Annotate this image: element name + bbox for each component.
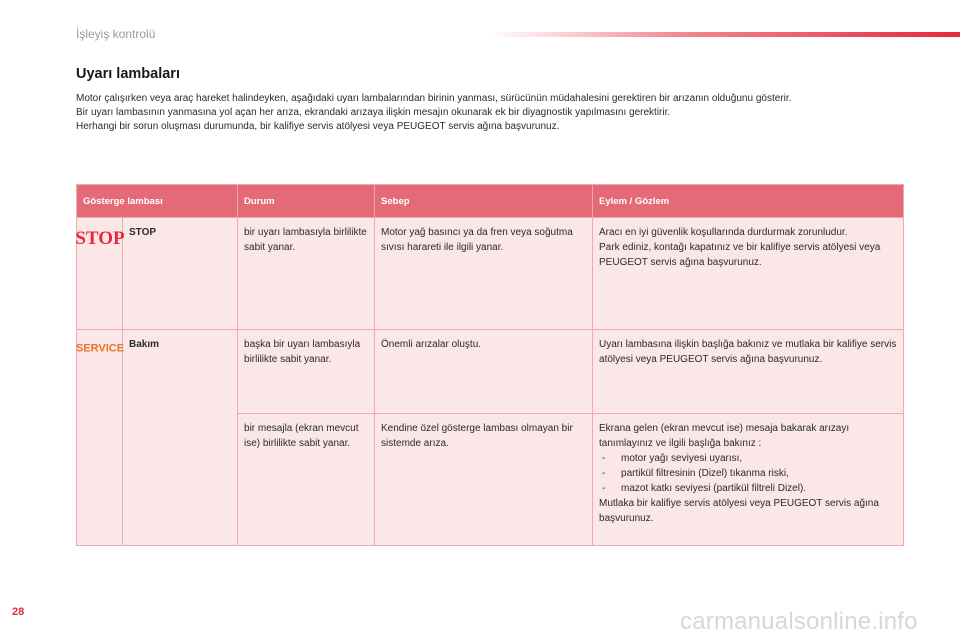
eylem-line: Park ediniz, kontağı kapatınız ve bir kalifiye servis atölyesi veya PEUGEOT servis ağına başvurunuz. xyxy=(599,242,881,268)
stop-warning-icon xyxy=(75,227,125,249)
service-warning-icon xyxy=(75,340,125,355)
durum-cell: bir uyarı lambasıyla birlilikte sabit yanar. xyxy=(238,218,375,330)
eylem-outro: Mutlaka bir kalifiye servis atölyesi veya PEUGEOT servis ağına başvurunuz. xyxy=(599,498,879,524)
warning-lamps-table xyxy=(76,184,904,546)
list-item: - mazot katkı seviyesi (partikül filtreli Dizel). xyxy=(599,481,897,496)
table-row xyxy=(77,330,904,414)
section-title: Uyarı lambaları xyxy=(76,66,180,82)
eylem-cell xyxy=(593,414,904,546)
lamp-name-stop: STOP xyxy=(123,218,238,330)
intro-paragraph: Bir uyarı lambasının yanmasına yol açan her arıza, ekrandaki arızaya ilişkin mesajın okunarak ek bir diyagnostik yapılmasını gerektirir. xyxy=(76,107,671,118)
stop-icon-cell xyxy=(77,218,123,330)
intro-paragraph: Herhangi bir sorun oluşması durumunda, bir kalifiye servis atölyesi veya PEUGEOT servis ağına başvurunuz. xyxy=(76,121,560,132)
durum-cell: bir mesajla (ekran mevcut ise) birlilikte sabit yanar. xyxy=(238,414,375,546)
watermark: carmanualsonline.info xyxy=(680,608,918,635)
table-header-row xyxy=(77,185,904,218)
header-durum: Durum xyxy=(238,185,375,218)
eylem-cell: Uyarı lambasına ilişkin başlığa bakınız ve mutlaka bir kalifiye servis atölyesi veya PEUGEOT servis ağına başvurunuz. xyxy=(593,330,904,414)
page-number: 28 xyxy=(12,606,25,618)
eylem-intro: Ekrana gelen (ekran mevcut ise) mesaja bakarak arızayı tanımlayınız ve ilgili başlığa bakınız : xyxy=(599,423,850,449)
sebep-cell: Önemli arızalar oluştu. xyxy=(375,330,593,414)
service-icon-text: SERVICE xyxy=(75,342,125,355)
intro-paragraph: Motor çalışırken veya araç hareket halindeyken, aşağıdaki uyarı lambalarından birinin yanması, sürücünün müdahalesini gerektiren bir arızanın olduğunu gösterir. xyxy=(76,93,792,104)
sebep-cell: Motor yağ basıncı ya da fren veya soğutma sıvısı harareti ile ilgili yanar. xyxy=(375,218,593,330)
table-row xyxy=(77,218,904,330)
list-item: - motor yağı seviyesi uyarısı, xyxy=(599,451,897,466)
header-sebep: Sebep xyxy=(375,185,593,218)
stop-icon-text: STOP xyxy=(75,228,125,249)
eylem-cell xyxy=(593,218,904,330)
sebep-cell: Kendine özel gösterge lambası olmayan bir sistemde arıza. xyxy=(375,414,593,546)
header-accent-bar xyxy=(490,32,960,37)
header-eylem: Eylem / Gözlem xyxy=(593,185,904,218)
durum-cell: başka bir uyarı lambasıyla birlilikte sabit yanar. xyxy=(238,330,375,414)
list-item: - partikül filtresinin (Dizel) tıkanma riski, xyxy=(599,466,897,481)
intro-text xyxy=(76,92,876,134)
eylem-list xyxy=(599,451,897,496)
chapter-title: İşleyiş kontrolü xyxy=(76,27,156,41)
eylem-line: Aracı en iyi güvenlik koşullarında durdurmak zorunludur. xyxy=(599,227,848,238)
header-gosterge: Gösterge lambası xyxy=(77,185,238,218)
service-icon-cell xyxy=(77,330,123,546)
lamp-name-service: Bakım xyxy=(123,330,238,546)
